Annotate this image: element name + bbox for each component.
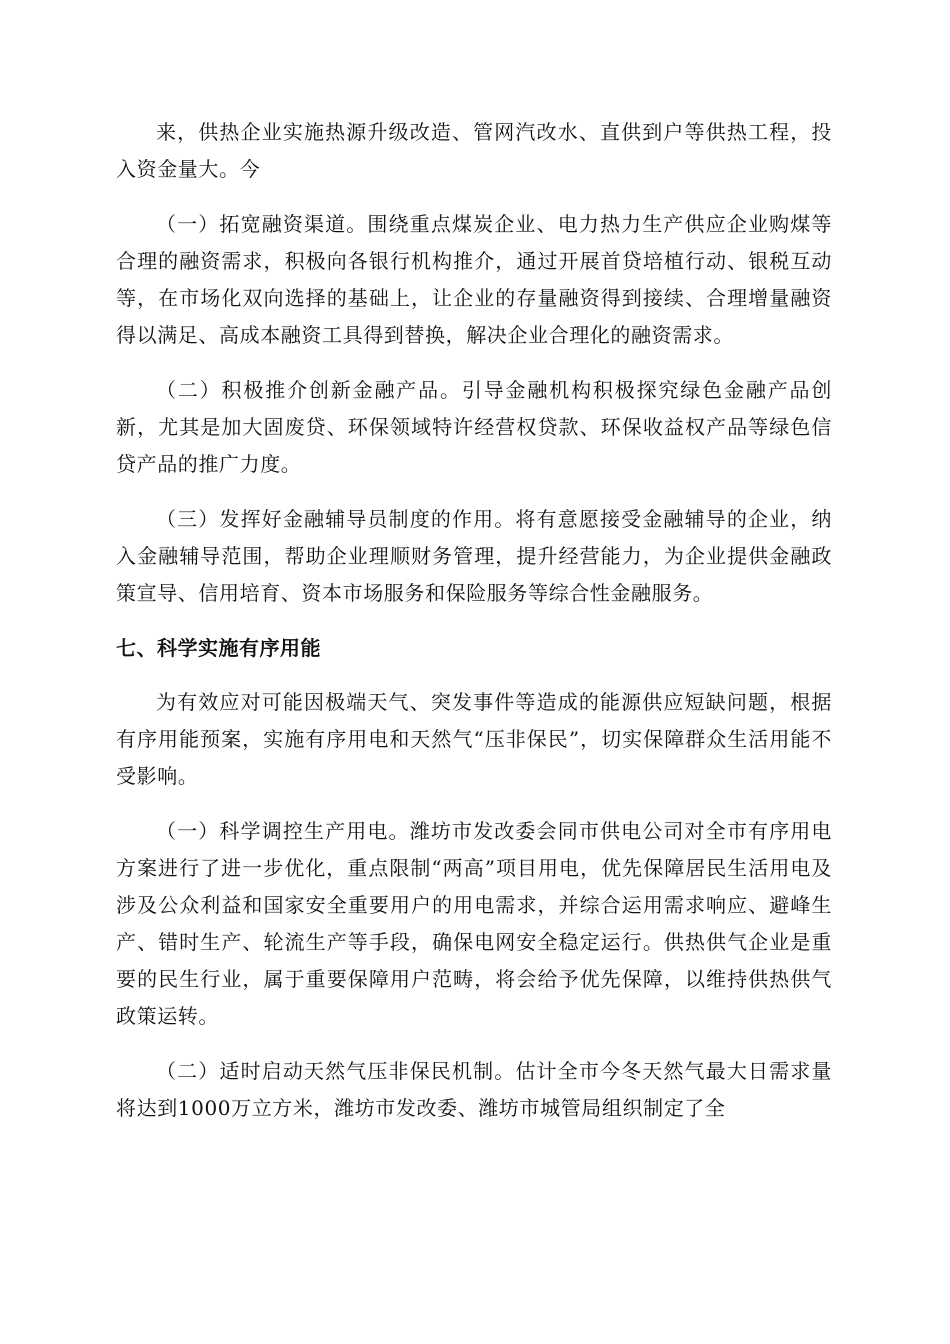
paragraph-heat-investment: 来，供热企业实施热源升级改造、管网汽改水、直供到户等供热工程，投入资金量大。今 <box>116 120 832 181</box>
paragraph-financing-channels: （一）拓宽融资渠道。围绕重点煤炭企业、电力热力生产供应企业购煤等合理的融资需求，积极向各银行机构推介，通过开展首贷培植行动、银税互动等，在市场化双向选择的基础上，让企业的存量融资得到接续、合理增量融资得以满足、高成本融资工具得到替换，解决企业合理化的融资需求。 <box>116 212 832 347</box>
section-heading: 七、科学实施有序用能 <box>116 636 321 660</box>
paragraph-natural-gas: （二）适时启动天然气压非保民机制。估计全市今冬天然气最大日需求量将达到1000万立方米，潍坊市发改委、潍坊市城管局组织制定了全 <box>116 1059 832 1120</box>
paragraph-electricity-control: （一）科学调控生产用电。潍坊市发改委会同市供电公司对全市有序用电方案进行了进一步优化，重点限制“两高”项目用电，优先保障居民生活用电及涉及公众利益和国家安全重要用户的用电需求，并综合运用需求响应、避峰生产、错时生产、轮流生产等手段，确保电网安全稳定运行。供热供气企业是重要的民生行业，属于重要保障用户范畴，将会给予优先保障，以维持供热供气政策运转。 <box>116 819 832 1028</box>
paragraph-financial-products: （二）积极推介创新金融产品。引导金融机构积极探究绿色金融产品创新，尤其是加大固废贷、环保领域特许经营权贷款、环保收益权产品等绿色信贷产品的推广力度。 <box>116 378 832 476</box>
document-body <box>116 114 832 1127</box>
paragraph-financial-advisor: （三）发挥好金融辅导员制度的作用。将有意愿接受金融辅导的企业，纳入金融辅导范围，帮助企业理顺财务管理，提升经营能力，为企业提供金融政策宣导、信用培育、资本市场服务和保险服务等综合性金融服务。 <box>116 507 832 605</box>
paragraph-energy-shortage: 为有效应对可能因极端天气、突发事件等造成的能源供应短缺问题，根据有序用能预案，实施有序用电和天然气“压非保民”，切实保障群众生活用能不受影响。 <box>116 690 832 788</box>
